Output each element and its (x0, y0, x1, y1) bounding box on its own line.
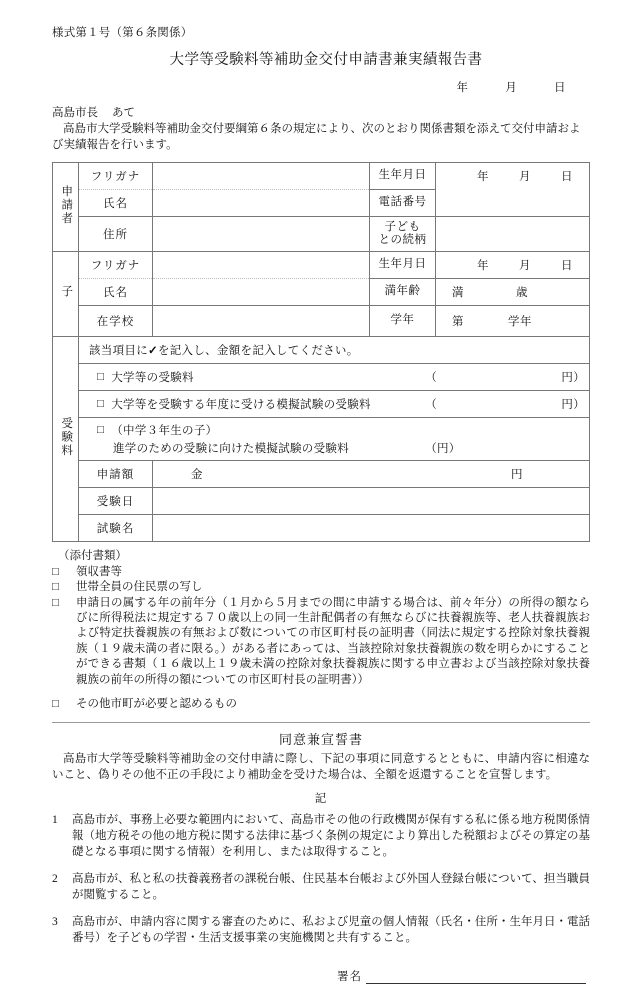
table-row (53, 487, 590, 514)
applicant-address-label: 住所 (79, 216, 153, 251)
table-row (53, 390, 590, 417)
applicant-birthdate-input[interactable] (436, 162, 590, 189)
table-row (53, 305, 590, 336)
consent-item-1-number: 1 (52, 813, 58, 826)
child-age-input[interactable] (436, 278, 590, 305)
fee-item-3-head: （中学３年生の子） (111, 424, 218, 437)
attachment-item-3-label: 申請日の属する年の前年分（１月から５月までの間に申請する場合は、前々年分）の所得の額ならびに所得税法に規定する７０歳以上の同一生計配偶者の有無ならびに扶養親族等、老人扶養親族および特定扶養親族の有無および数についての市区町村長の証明書（同法に規定する控除対象扶養親族（１９歳未満の者に限る。）がある者にあっては、当該控除対象扶養親族の数を明らかにすることができる書類（１６歳以上１９歳未満の控除対象扶養親族に関する申立書および当該控除対象扶養親族の前年の所得の額についての市区町村長の証明書）） (76, 596, 590, 686)
checkbox-icon[interactable]: □ (52, 596, 59, 609)
fee-section-label: 受験料 (53, 336, 79, 541)
list-item[interactable] (52, 596, 590, 688)
fee-item-1[interactable] (79, 363, 590, 390)
child-name-input[interactable] (153, 278, 370, 305)
attachments-title: （添付書類） (58, 549, 127, 562)
consent-title: 同意兼宣誓書 (278, 732, 363, 748)
exam-name-label: 試験名 (79, 514, 153, 541)
fee-item-3-paren: （ (425, 442, 437, 455)
checkbox-icon[interactable]: □ (97, 370, 105, 383)
table-row (53, 216, 590, 251)
child-day-label: 日 (561, 259, 573, 272)
consent-item-2-text: 高島市が、私と私の扶養義務者の課税台帳、住民基本台帳および外国人登録台帳について、担当職員が閲覧すること。 (72, 872, 590, 901)
table-row (53, 363, 590, 390)
child-grade-label: 学年 (370, 305, 436, 336)
child-age-prefix: 満 (452, 286, 464, 299)
checkbox-icon[interactable]: □ (52, 697, 59, 710)
form-kind-label: 様式第１号（第６条関係） (52, 27, 193, 39)
child-grade-input[interactable] (436, 305, 590, 336)
page-title: 大学等受験料等補助金交付申請書兼実績報告書 (169, 52, 483, 68)
child-age-suffix: 歳 (516, 286, 528, 299)
table-row (53, 162, 590, 189)
applicant-relation-label-line2: との続柄 (378, 233, 427, 246)
intro-paragraph: 高島市大学受験料等補助金交付要綱第６条の規定により、次のとおり関係書類を添えて交付申請および実績報告を行います。 (52, 123, 581, 151)
application-table (52, 162, 590, 542)
signature-label: 署名 (337, 971, 362, 984)
applicant-name-input[interactable] (153, 189, 370, 216)
child-name-label: 氏名 (79, 278, 153, 305)
check-mark-icon: ✓ (148, 344, 158, 357)
table-row (53, 189, 590, 216)
applicant-relation-label (370, 216, 436, 251)
signature-row (52, 968, 590, 984)
addressee-line (52, 104, 590, 120)
date-month-label: 月 (505, 82, 518, 94)
attachment-item-2-label: 世帯全員の住民票の写し (76, 581, 203, 594)
table-row (53, 336, 590, 363)
consent-intro: 高島市大学等受験料等補助金の交付申請に際し、下記の事項に同意するとともに、申請内容に相違ないこと、偽りその他不正の手段により補助金を受けた場合は、全額を返還することを宣誓します。 (52, 753, 590, 782)
consent-item-3-text: 高島市が、申請内容に関する審査のために、私および児童の個人情報（氏名・住所・生年月日・電話番号）を子どもの学習・生活支援事業の実施機関と共有すること。 (72, 916, 590, 945)
fee-item-2-unit: 円） (561, 398, 585, 411)
child-school-label: 在学校 (79, 305, 153, 336)
applicant-phone-input[interactable] (436, 189, 590, 216)
fee-item-2[interactable] (79, 390, 590, 417)
table-row (53, 460, 590, 487)
table-row (53, 278, 590, 305)
exam-date-label: 受験日 (79, 487, 153, 514)
attachment-item-1-label: 領収書等 (76, 565, 122, 578)
applicant-relation-label-line1: 子ども (384, 220, 421, 233)
checkbox-icon[interactable]: □ (97, 397, 105, 410)
applicant-day-label: 日 (561, 170, 573, 183)
child-grade-suffix: 学年 (508, 315, 532, 328)
amount-label: 申請額 (79, 460, 153, 487)
child-furigana-label: フリガナ (79, 251, 153, 278)
child-birthdate-label: 生年月日 (370, 251, 436, 278)
document-date-line (52, 79, 590, 95)
applicant-birthdate-label: 生年月日 (370, 162, 436, 189)
list-item (52, 871, 590, 903)
date-day-label: 日 (554, 82, 566, 94)
applicant-relation-input[interactable] (436, 216, 590, 251)
applicant-furigana-input[interactable] (153, 162, 370, 189)
table-row (53, 417, 590, 460)
amount-input[interactable] (153, 460, 590, 487)
fee-item-1-unit: 円） (561, 371, 585, 384)
signature-input[interactable] (366, 969, 586, 984)
applicant-phone-label: 電話番号 (370, 189, 436, 216)
applicant-month-label: 月 (519, 170, 531, 183)
fee-item-3-unit: 円） (437, 442, 461, 455)
attachment-item-4-label: その他市町が必要と認めるもの (76, 697, 237, 710)
list-item[interactable] (52, 697, 590, 712)
applicant-year-label: 年 (477, 170, 489, 183)
fee-instruction-before: 該当項目に (89, 344, 148, 357)
applicant-address-input[interactable] (153, 216, 370, 251)
consent-item-3-number: 3 (52, 916, 58, 929)
child-grade-prefix: 第 (452, 315, 464, 328)
exam-name-input[interactable] (153, 514, 590, 541)
child-age-label: 満年齢 (370, 278, 436, 305)
child-school-input[interactable] (153, 305, 370, 336)
table-row (53, 514, 590, 541)
date-year-label: 年 (456, 82, 469, 94)
fee-item-2-paren: （ (425, 398, 437, 411)
child-year-label: 年 (477, 259, 489, 272)
fee-instruction-after: を記入し、金額を記入してください。 (157, 344, 359, 357)
ki-label: 記 (314, 792, 328, 805)
fee-item-2-label: 大学等を受験する年度に受ける模擬試験の受験料 (111, 398, 371, 411)
applicant-name-label: 氏名 (79, 189, 153, 216)
applicant-section-label: 申請者 (53, 162, 79, 251)
consent-item-2-number: 2 (52, 872, 58, 885)
amount-unit: 円 (511, 468, 523, 481)
addressee-name: 高島市長 (52, 107, 98, 119)
table-row (53, 251, 590, 278)
child-birthdate-input[interactable] (436, 251, 590, 278)
child-furigana-input[interactable] (153, 251, 370, 278)
amount-prefix: 金 (191, 468, 203, 481)
fee-item-3-body: 進学のための受験に向けた模擬試験の受験料 (113, 442, 349, 455)
addressee-suffix: あて (112, 107, 135, 119)
fee-item-3[interactable] (79, 417, 590, 460)
list-item[interactable] (52, 580, 590, 595)
child-section-label: 子 (53, 251, 79, 336)
exam-date-input[interactable] (153, 487, 590, 514)
fee-item-1-label: 大学等の受験料 (111, 371, 194, 384)
list-item (52, 812, 590, 860)
child-month-label: 月 (519, 259, 531, 272)
fee-item-1-paren: （ (425, 371, 437, 384)
fee-instruction (79, 336, 590, 363)
checkbox-icon[interactable]: □ (97, 423, 105, 436)
checkbox-icon[interactable]: □ (52, 565, 59, 578)
section-divider (52, 722, 590, 723)
list-item (52, 914, 590, 946)
consent-item-1-text: 高島市が、事務上必要な範囲内において、高島市その他の行政機関が保有する私に係る地方税関係情報（地方税その他の地方税に関する法律に基づく条例の規定により算出した税額およびその算定の基礎となる事項に関する情報）を利用し、または取得すること。 (72, 813, 590, 858)
checkbox-icon[interactable]: □ (52, 581, 59, 594)
applicant-furigana-label: フリガナ (79, 162, 153, 189)
list-item[interactable] (52, 565, 590, 580)
